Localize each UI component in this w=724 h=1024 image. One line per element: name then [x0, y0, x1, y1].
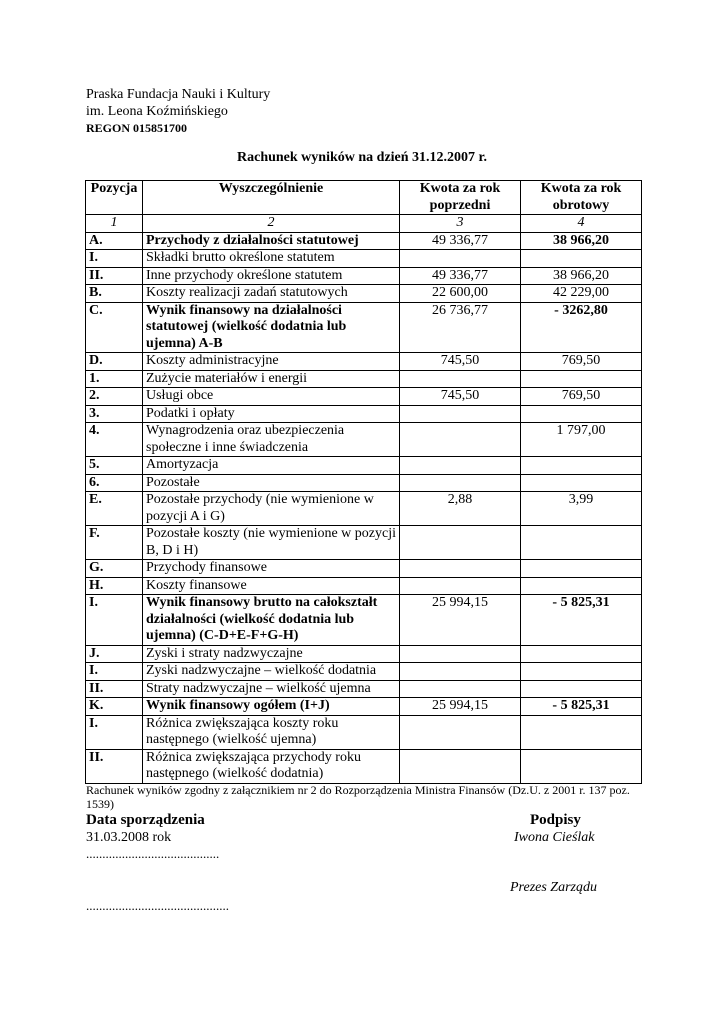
row-pos: I. — [86, 250, 143, 268]
row-prev — [400, 474, 521, 492]
row-desc: Zużycie materiałów i energii — [143, 370, 400, 388]
row-pos: 6. — [86, 474, 143, 492]
row-desc: Różnica zwiększająca przychody roku następnego (wielkość dodatnia) — [143, 749, 400, 783]
row-curr: 38 966,20 — [521, 232, 642, 250]
org-name-line1: Praska Fundacja Nauki i Kultury — [86, 87, 271, 102]
row-prev — [400, 680, 521, 698]
row-prev: 745,50 — [400, 388, 521, 406]
row-pos: H. — [86, 577, 143, 595]
row-desc: Zyski nadzwyczajne – wielkość dodatnia — [143, 663, 400, 681]
row-curr — [521, 680, 642, 698]
col-num: 1 — [86, 215, 143, 233]
row-curr — [521, 370, 642, 388]
table-row — [86, 232, 642, 250]
row-curr: 42 229,00 — [521, 285, 642, 303]
row-pos: G. — [86, 560, 143, 578]
table-row — [86, 388, 642, 406]
row-curr: 38 966,20 — [521, 267, 642, 285]
row-curr: 769,50 — [521, 353, 642, 371]
regon-number: REGON 015851700 — [86, 121, 188, 135]
org-name-line2: im. Leona Koźmińskiego — [86, 104, 228, 119]
row-prev — [400, 526, 521, 560]
row-pos: 2. — [86, 388, 143, 406]
row-desc: Przychody z działalności statutowej — [143, 232, 400, 250]
row-desc: Wynik finansowy na działalności statutowej (wielkość dodatnia lub ujemna) A-B — [143, 302, 400, 353]
row-desc: Wynik finansowy brutto na całokształt działalności (wielkość dodatnia lub ujemna) (C-D+E-F+G-H) — [143, 595, 400, 646]
table-row — [86, 285, 642, 303]
table-row — [86, 405, 642, 423]
signatory-name: Iwona Cieślak — [514, 830, 595, 845]
row-curr: 1 797,00 — [521, 423, 642, 457]
row-prev: 49 336,77 — [400, 232, 521, 250]
legal-footnote: Rachunek wyników zgodny z załącznikiem nr 2 do Rozporządzenia Ministra Finansów (Dz.U. z 2001 r. 137 poz. 1539) — [86, 783, 630, 811]
table-row — [86, 560, 642, 578]
row-prev: 49 336,77 — [400, 267, 521, 285]
signatures-label: Podpisy — [530, 812, 581, 828]
table-row — [86, 526, 642, 560]
row-pos: E. — [86, 492, 143, 526]
row-pos: I. — [86, 715, 143, 749]
row-curr — [521, 663, 642, 681]
table-row — [86, 595, 642, 646]
row-prev: 745,50 — [400, 353, 521, 371]
col-header-prev: Kwota za rok poprzedni — [400, 181, 521, 215]
row-desc: Zyski i straty nadzwyczajne — [143, 645, 400, 663]
row-pos: 5. — [86, 457, 143, 475]
row-prev: 26 736,77 — [400, 302, 521, 353]
row-pos: 4. — [86, 423, 143, 457]
table-row — [86, 645, 642, 663]
row-pos: 3. — [86, 405, 143, 423]
row-pos: B. — [86, 285, 143, 303]
row-pos: F. — [86, 526, 143, 560]
row-desc: Straty nadzwyczajne – wielkość ujemna — [143, 680, 400, 698]
row-curr: 3,99 — [521, 492, 642, 526]
table-row — [86, 680, 642, 698]
table-row — [86, 302, 642, 353]
date-value: 31.03.2008 rok — [86, 830, 172, 845]
row-pos: D. — [86, 353, 143, 371]
row-prev — [400, 405, 521, 423]
row-desc: Różnica zwiększająca koszty roku następnego (wielkość ujemna) — [143, 715, 400, 749]
table-row — [86, 698, 642, 716]
table-row — [86, 474, 642, 492]
row-prev — [400, 577, 521, 595]
row-curr: - 5 825,31 — [521, 698, 642, 716]
table-row — [86, 749, 642, 783]
row-curr: - 3262,80 — [521, 302, 642, 353]
row-desc: Koszty realizacji zadań statutowych — [143, 285, 400, 303]
row-prev — [400, 663, 521, 681]
row-curr — [521, 577, 642, 595]
table-row — [86, 353, 642, 371]
row-pos: II. — [86, 680, 143, 698]
col-num: 3 — [400, 215, 521, 233]
row-prev — [400, 423, 521, 457]
row-prev — [400, 370, 521, 388]
row-pos: II. — [86, 267, 143, 285]
row-curr: - 5 825,31 — [521, 595, 642, 646]
row-curr — [521, 457, 642, 475]
col-num: 2 — [143, 215, 400, 233]
organization-header — [86, 86, 270, 137]
row-prev — [400, 645, 521, 663]
row-curr — [521, 715, 642, 749]
date-label: Data sporządzenia — [86, 812, 205, 828]
row-pos: I. — [86, 595, 143, 646]
row-pos: J. — [86, 645, 143, 663]
table-row — [86, 577, 642, 595]
row-prev — [400, 749, 521, 783]
row-prev: 25 994,15 — [400, 698, 521, 716]
col-num: 4 — [521, 215, 642, 233]
row-prev: 25 994,15 — [400, 595, 521, 646]
table-row — [86, 250, 642, 268]
row-curr — [521, 560, 642, 578]
table-row — [86, 492, 642, 526]
row-prev — [400, 715, 521, 749]
row-pos: 1. — [86, 370, 143, 388]
row-desc: Składki brutto określone statutem — [143, 250, 400, 268]
row-desc: Inne przychody określone statutem — [143, 267, 400, 285]
row-curr — [521, 645, 642, 663]
table-header-row — [86, 181, 642, 215]
row-curr — [521, 526, 642, 560]
row-prev: 2,88 — [400, 492, 521, 526]
row-pos: K. — [86, 698, 143, 716]
row-desc: Koszty administracyjne — [143, 353, 400, 371]
row-desc: Przychody finansowe — [143, 560, 400, 578]
row-desc: Koszty finansowe — [143, 577, 400, 595]
table-row — [86, 715, 642, 749]
signatory-role: Prezes Zarządu — [510, 880, 597, 895]
row-pos: C. — [86, 302, 143, 353]
signature-line-date: ......................................... — [86, 846, 220, 861]
signature-line-blank: ............................................ — [86, 898, 229, 913]
row-prev — [400, 560, 521, 578]
row-prev — [400, 457, 521, 475]
row-desc: Wynik finansowy ogółem (I+J) — [143, 698, 400, 716]
table-row — [86, 370, 642, 388]
table-row — [86, 423, 642, 457]
row-desc: Pozostałe przychody (nie wymienione w pozycji A i G) — [143, 492, 400, 526]
document-title: Rachunek wyników na dzień 31.12.2007 r. — [237, 150, 487, 165]
row-desc: Podatki i opłaty — [143, 405, 400, 423]
table-row — [86, 663, 642, 681]
row-curr — [521, 474, 642, 492]
table-row — [86, 267, 642, 285]
column-number-row — [86, 215, 642, 233]
results-table — [85, 180, 642, 784]
table-row — [86, 457, 642, 475]
col-header-desc: Wyszczególnienie — [143, 181, 400, 215]
row-prev — [400, 250, 521, 268]
row-curr: 769,50 — [521, 388, 642, 406]
row-desc: Pozostałe — [143, 474, 400, 492]
row-desc: Amortyzacja — [143, 457, 400, 475]
row-curr — [521, 405, 642, 423]
row-desc: Usługi obce — [143, 388, 400, 406]
col-header-curr: Kwota za rok obrotowy — [521, 181, 642, 215]
row-desc: Pozostałe koszty (nie wymienione w pozycji B, D i H) — [143, 526, 400, 560]
row-prev: 22 600,00 — [400, 285, 521, 303]
row-pos: I. — [86, 663, 143, 681]
row-desc: Wynagrodzenia oraz ubezpieczenia społeczne i inne świadczenia — [143, 423, 400, 457]
row-pos: A. — [86, 232, 143, 250]
row-curr — [521, 749, 642, 783]
col-header-pos: Pozycja — [86, 181, 143, 215]
row-pos: II. — [86, 749, 143, 783]
row-curr — [521, 250, 642, 268]
